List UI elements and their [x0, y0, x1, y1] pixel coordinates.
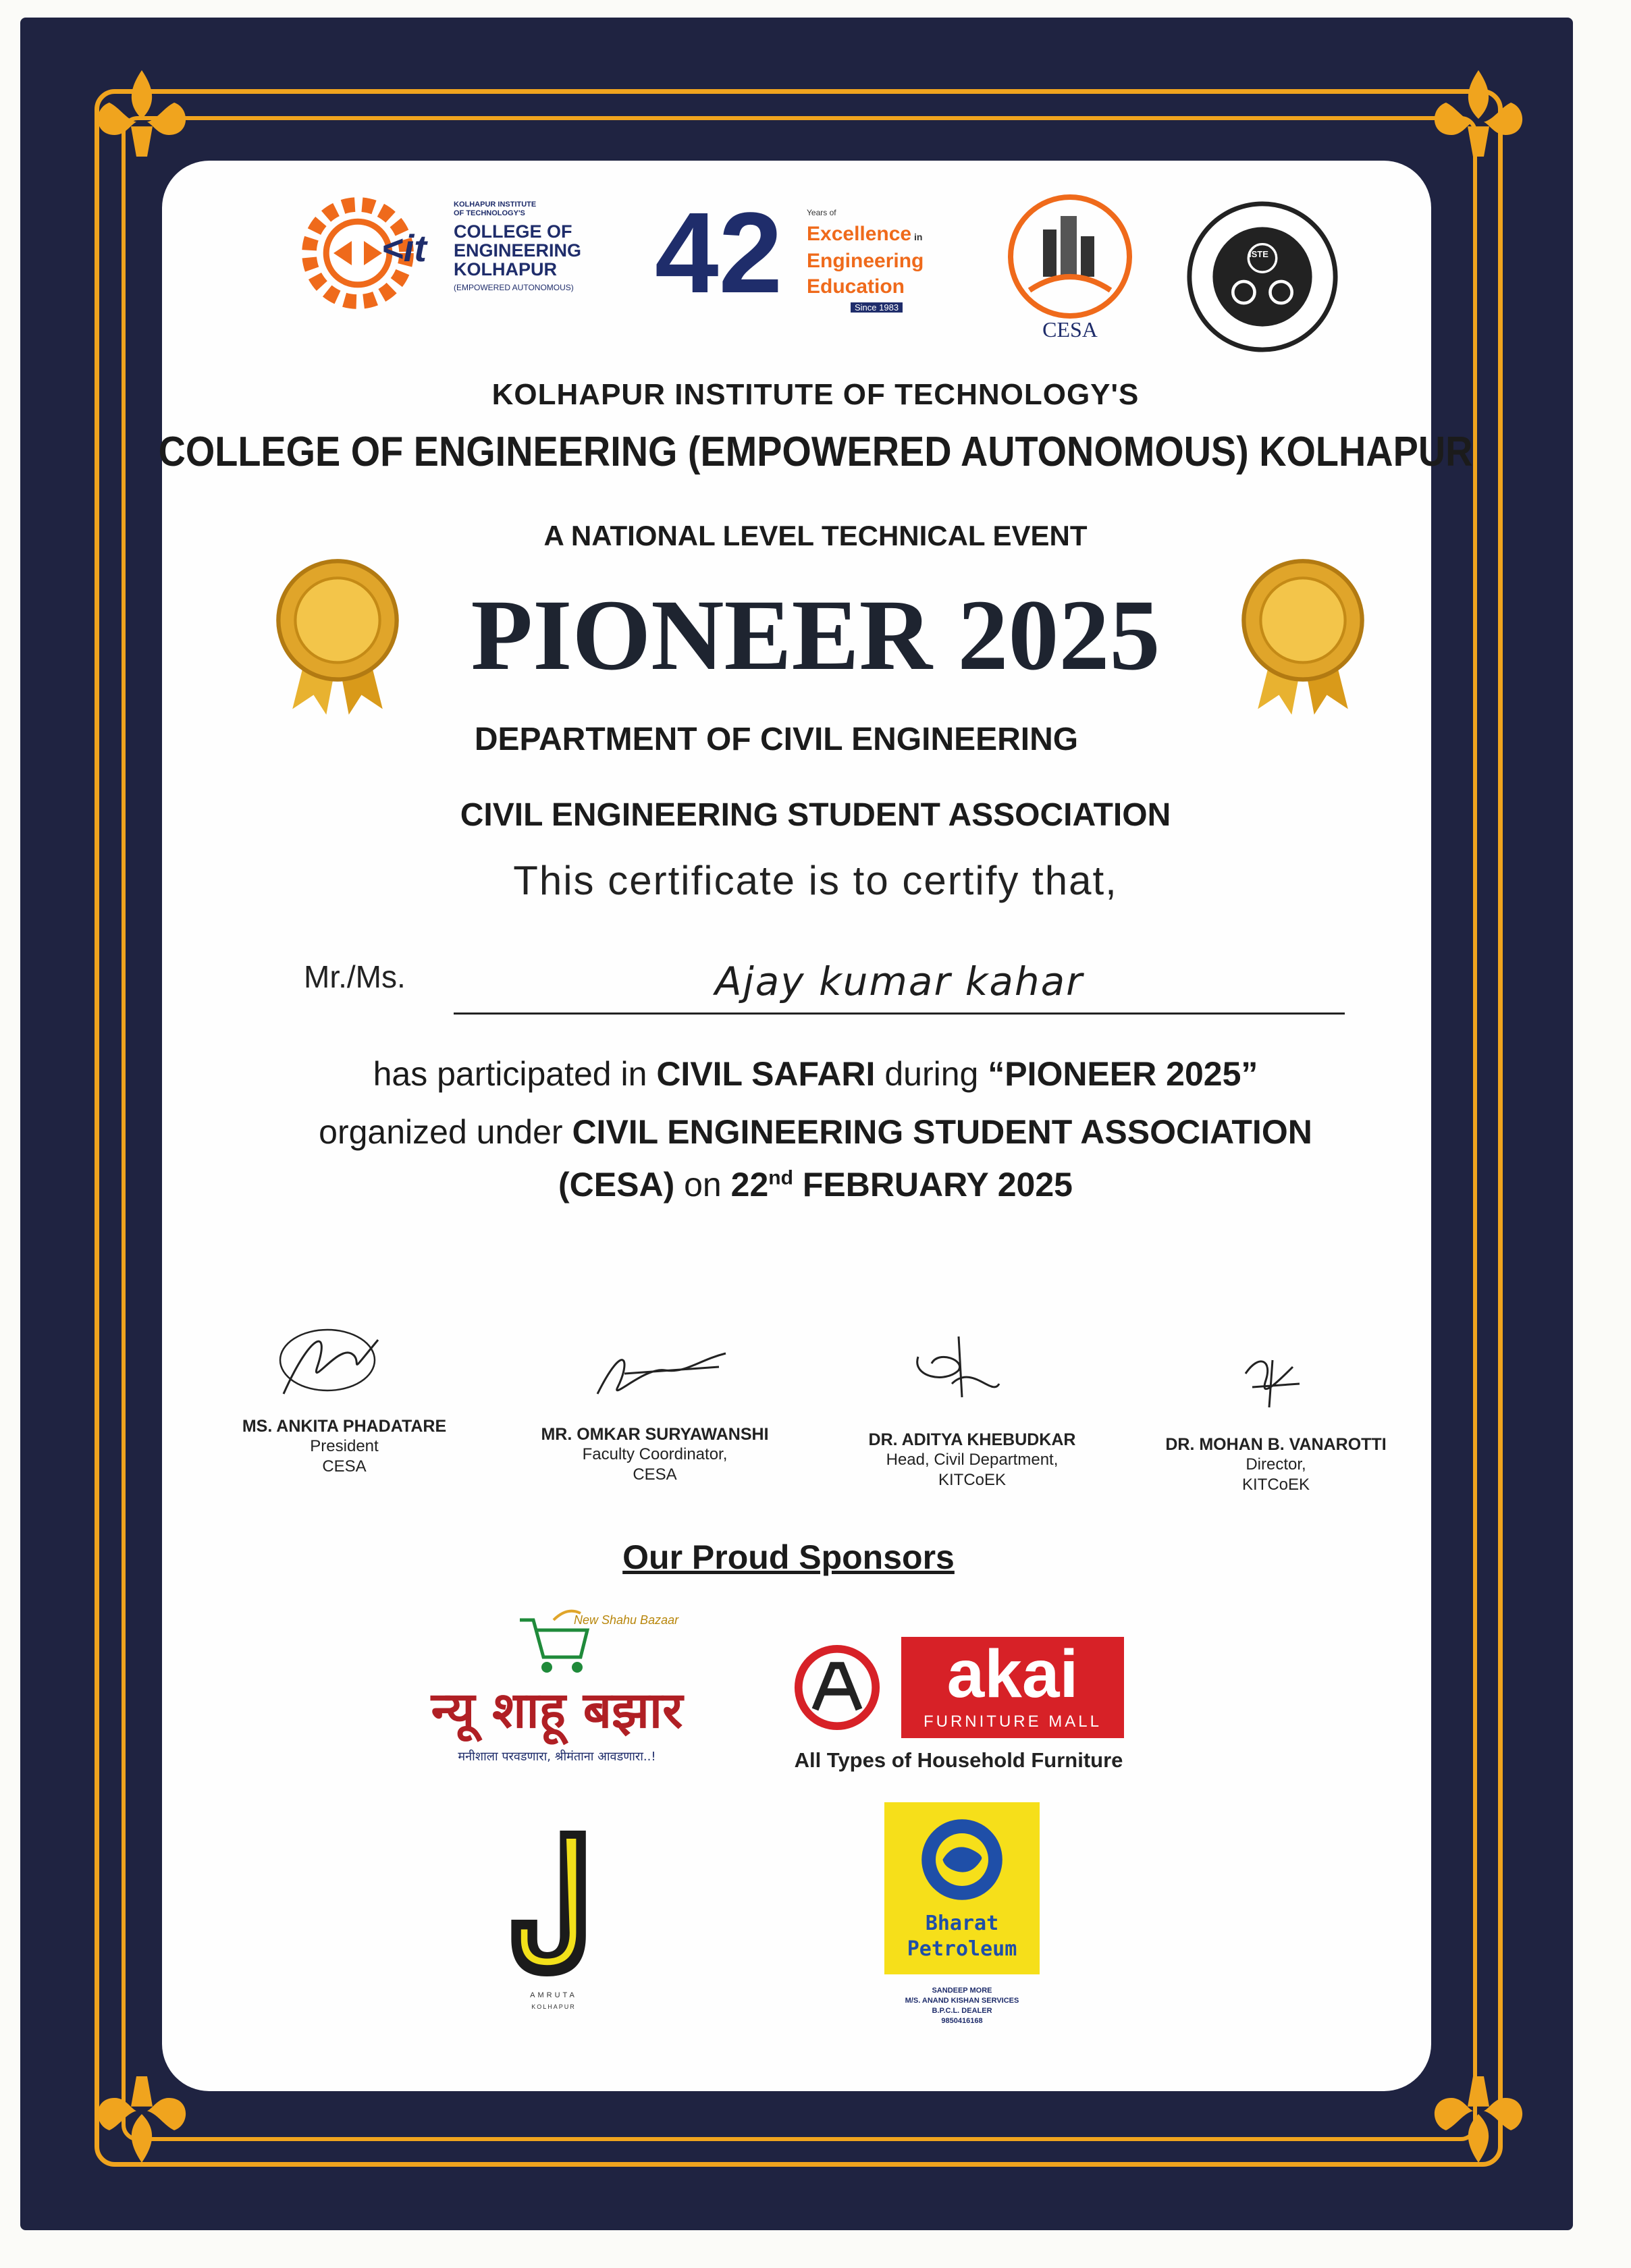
- certify-intro: This certificate is to certify that,: [513, 858, 1118, 903]
- institute-name: KOLHAPUR INSTITUTE OF TECHNOLOGY'S: [491, 378, 1140, 411]
- years-engineering: Engineering: [807, 250, 924, 272]
- years-excellence: Excellence: [807, 223, 912, 245]
- bpcl-line3: B.P.C.L. DEALER: [932, 2007, 992, 2015]
- text-part: on: [674, 1166, 731, 1204]
- kit-monogram: <it: [381, 227, 427, 269]
- iste-label: ISTE: [1249, 249, 1268, 259]
- signatory-org: KITCoEK: [938, 1471, 1007, 1489]
- signatory-org: CESA: [322, 1457, 367, 1476]
- years-of: Years of: [807, 208, 836, 217]
- day-suffix: nd: [768, 1166, 793, 1189]
- association-name: CIVIL ENGINEERING STUDENT ASSOCIATION: [460, 797, 1171, 833]
- signatory-org: KITCoEK: [1241, 1476, 1310, 1494]
- j-name: AMRUTA: [530, 1991, 577, 1999]
- organizer-name: CIVIL ENGINEERING STUDENT ASSOCIATION: [572, 1113, 1312, 1151]
- bpcl-logo-icon: [918, 1816, 1006, 1904]
- college-logo: [297, 192, 621, 314]
- signatory-role: Faculty Coordinator,: [582, 1445, 728, 1463]
- signature-ankita: [270, 1320, 392, 1407]
- shahu-tagline: मनीशाला परवडणारा, श्रीमंताना आवडणारा..!: [458, 1750, 656, 1764]
- bpcl-line1: SANDEEP MORE: [932, 1987, 992, 1995]
- signature-mohan: [1232, 1347, 1313, 1414]
- event-title: PIONEER 2025: [471, 579, 1160, 691]
- participation-line-1: [0, 1054, 1631, 1094]
- fleur-corner-icon: [88, 59, 196, 167]
- recipient-name: Ajay kumar kahar: [714, 959, 1084, 1004]
- signatory-org: CESA: [633, 1465, 677, 1484]
- signatory-4: [1134, 1434, 1418, 1495]
- signatory-role: Head, Civil Department,: [886, 1451, 1059, 1469]
- akai-logo-icon: [793, 1644, 881, 1731]
- sponsors-heading: Our Proud Sponsors: [622, 1538, 955, 1576]
- signature-aditya: [898, 1323, 1013, 1411]
- years-logo: [655, 189, 938, 324]
- signature-omkar: [584, 1333, 746, 1407]
- text-part: during: [875, 1055, 988, 1093]
- sponsor-j: [486, 1823, 621, 2025]
- signatory-name: MR. OMKAR SURYAWANSHI: [541, 1425, 769, 1444]
- cesa-logo: [999, 189, 1141, 344]
- fleur-corner-icon: [1424, 2066, 1532, 2174]
- competition-name: CIVIL SAFARI: [656, 1055, 876, 1093]
- logo-line3: KOLHAPUR: [454, 259, 557, 279]
- sponsor-shahu-bazaar: [412, 1600, 702, 1789]
- organizer-abbr: (CESA): [558, 1166, 675, 1204]
- logo-small-line2: OF TECHNOLOGY'S: [454, 209, 525, 217]
- iste-emblem-icon: [1185, 199, 1340, 354]
- name-underline: [454, 1013, 1345, 1015]
- event-day: 22: [730, 1166, 769, 1204]
- bpcl-line4: 9850416168: [941, 2017, 983, 2025]
- signatory-name: MS. ANKITA PHADATARE: [242, 1417, 447, 1436]
- salutation: Mr./Ms.: [304, 959, 406, 994]
- event-ref: “PIONEER 2025”: [988, 1055, 1258, 1093]
- text-part: organized under: [319, 1113, 572, 1151]
- signatory-name: DR. ADITYA KHEBUDKAR: [868, 1430, 1076, 1449]
- signatory-1: [216, 1416, 473, 1477]
- iste-logo: [1185, 199, 1340, 354]
- fleur-corner-icon: [88, 2066, 196, 2174]
- bpcl-line2: M/S. ANAND KISHAN SERVICES: [905, 1997, 1019, 2005]
- shahu-tag: New Shahu Bazaar: [574, 1613, 679, 1627]
- signatory-role: President: [310, 1437, 379, 1455]
- college-name: COLLEGE OF ENGINEERING (EMPOWERED AUTONOMOUS) KOLHAPUR: [158, 429, 1473, 475]
- participation-line-3: [0, 1165, 1631, 1204]
- sponsor-akai: [793, 1637, 1124, 1779]
- shahu-name: न्यू शाहू बझार: [431, 1681, 683, 1739]
- sponsor-bpcl: [884, 1802, 1040, 2045]
- cesa-label: CESA: [1042, 317, 1098, 342]
- years-education: Education: [807, 275, 905, 298]
- cesa-emblem-icon: [999, 189, 1141, 324]
- years-since: Since 1983: [851, 302, 903, 313]
- fleur-corner-icon: [1424, 59, 1532, 167]
- signatory-3: [830, 1430, 1114, 1490]
- akai-tagline: All Types of Household Furniture: [794, 1748, 1123, 1772]
- signatory-2: [513, 1424, 797, 1485]
- logo-small-line1: KOLHAPUR INSTITUTE: [454, 200, 537, 209]
- logo-line2: ENGINEERING: [454, 240, 582, 261]
- years-number: 42: [655, 189, 783, 317]
- event-month-year: FEBRUARY 2025: [793, 1166, 1073, 1204]
- j-logo-icon: [500, 1823, 601, 1985]
- logo-line4: (EMPOWERED AUTONOMOUS): [454, 283, 574, 292]
- participation-line-2: [0, 1112, 1631, 1152]
- signatory-role: Director,: [1246, 1455, 1306, 1474]
- j-city: KOLHAPUR: [531, 2003, 576, 2010]
- text-part: has participated in: [373, 1055, 657, 1093]
- bpcl-name1: Bharat: [925, 1912, 999, 1935]
- bpcl-name2: Petroleum: [907, 1937, 1017, 1961]
- logo-line1: COLLEGE OF: [454, 221, 572, 242]
- signatory-name: DR. MOHAN B. VANAROTTI: [1165, 1435, 1387, 1454]
- akai-brand: akai: [946, 1636, 1079, 1712]
- department-name: DEPARTMENT OF CIVIL ENGINEERING: [474, 722, 1079, 757]
- event-type: A NATIONAL LEVEL TECHNICAL EVENT: [543, 520, 1088, 551]
- years-in: in: [914, 232, 923, 242]
- akai-sub: FURNITURE MALL: [923, 1712, 1102, 1731]
